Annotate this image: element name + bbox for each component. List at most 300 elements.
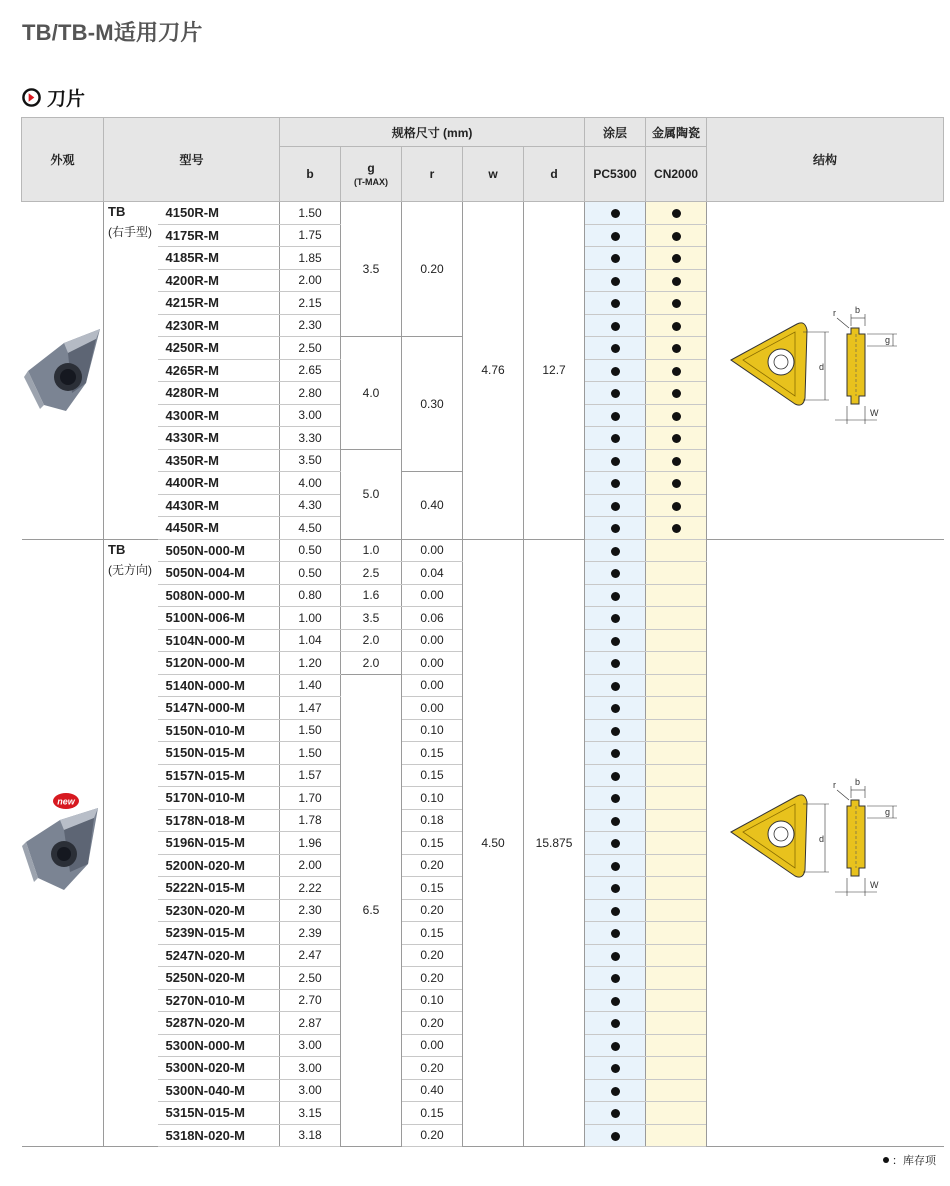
col-w: w: [463, 147, 524, 202]
cn2000-cell: [646, 494, 707, 517]
g-cell: 4.0: [341, 337, 402, 450]
col-g-label: g: [367, 161, 375, 175]
pc5300-cell: [585, 404, 646, 427]
pc5300-cell: [585, 877, 646, 900]
model-cell: 5157N-015-M: [158, 764, 280, 787]
model-cell: 5120N-000-M: [158, 652, 280, 675]
cn2000-cell: [646, 359, 707, 382]
r-cell: 0.04: [402, 562, 463, 585]
pc5300-cell: [585, 742, 646, 765]
stock-dot-icon: [611, 434, 620, 443]
b-cell: 2.50: [280, 967, 341, 990]
stock-dot-icon: [611, 299, 620, 308]
cn2000-cell: [646, 764, 707, 787]
series-sub: (无方向): [108, 562, 152, 577]
r-cell: 0.00: [402, 697, 463, 720]
col-spec: 规格尺寸 (mm): [280, 118, 585, 147]
stock-dot-icon: [611, 1109, 620, 1118]
appearance-cell-tb-n: [22, 539, 104, 1147]
stock-dot-icon: [672, 502, 681, 511]
r-cell: 0.10: [402, 787, 463, 810]
pc5300-cell: [585, 899, 646, 922]
appearance-cell-tb-r: [22, 202, 104, 540]
cn2000-cell: [646, 832, 707, 855]
svg-text:d: d: [819, 834, 825, 845]
cn2000-cell: [646, 877, 707, 900]
b-cell: 3.00: [280, 1057, 341, 1080]
stock-dot-icon: [611, 884, 620, 893]
model-cell: 5239N-015-M: [158, 922, 280, 945]
b-cell: 3.30: [280, 427, 341, 450]
b-cell: 2.30: [280, 314, 341, 337]
g-cell: 3.5: [341, 607, 402, 630]
pc5300-cell: [585, 584, 646, 607]
b-cell: 2.15: [280, 292, 341, 315]
b-cell: 1.00: [280, 607, 341, 630]
series-name: TB: [108, 204, 126, 219]
b-cell: 3.15: [280, 1102, 341, 1125]
stock-dot-icon: [611, 817, 620, 826]
pc5300-cell: [585, 809, 646, 832]
b-cell: 2.47: [280, 944, 341, 967]
stock-dot-icon: [611, 772, 620, 781]
model-cell: 5250N-020-M: [158, 967, 280, 990]
model-cell: 5050N-000-M: [158, 539, 280, 562]
stock-dot-icon: [611, 524, 620, 533]
model-cell: 4330R-M: [158, 427, 280, 450]
model-cell: 5050N-004-M: [158, 562, 280, 585]
model-cell: 5196N-015-M: [158, 832, 280, 855]
pc5300-cell: [585, 1124, 646, 1147]
pc5300-cell: [585, 764, 646, 787]
b-cell: 2.39: [280, 922, 341, 945]
cn2000-cell: [646, 1102, 707, 1125]
model-cell: 4185R-M: [158, 247, 280, 270]
cn2000-cell: [646, 967, 707, 990]
model-cell: 5315N-015-M: [158, 1102, 280, 1125]
pc5300-cell: [585, 629, 646, 652]
b-cell: 3.18: [280, 1124, 341, 1147]
cn2000-cell: [646, 472, 707, 495]
stock-dot-icon: [672, 389, 681, 398]
stock-dot-icon: [672, 277, 681, 286]
model-cell: 4215R-M: [158, 292, 280, 315]
legend-text: ：库存项: [892, 1155, 936, 1167]
model-cell: 5270N-010-M: [158, 989, 280, 1012]
cn2000-cell: [646, 517, 707, 540]
stock-dot-icon: [672, 457, 681, 466]
cn2000-cell: [646, 922, 707, 945]
stock-dot-icon: [672, 479, 681, 488]
cn2000-cell: [646, 247, 707, 270]
pc5300-cell: [585, 922, 646, 945]
b-cell: 1.50: [280, 202, 341, 225]
col-model: 型号: [104, 118, 280, 202]
stock-dot-icon: [672, 299, 681, 308]
stock-dot-icon: [672, 209, 681, 218]
cn2000-cell: [646, 989, 707, 1012]
insert-spec-table: [21, 117, 944, 1147]
section-heading: [22, 84, 85, 111]
model-cell: 5300N-000-M: [158, 1034, 280, 1057]
col-b: b: [280, 147, 341, 202]
insert-structure-diagram-tb-r: [725, 304, 925, 434]
pc5300-cell: [585, 314, 646, 337]
stock-dot-icon: [611, 974, 620, 983]
r-cell: 0.15: [402, 832, 463, 855]
svg-text:g: g: [885, 334, 891, 345]
r-cell: 0.20: [402, 899, 463, 922]
cn2000-cell: [646, 1124, 707, 1147]
cn2000-cell: [646, 787, 707, 810]
b-cell: 3.50: [280, 449, 341, 472]
stock-dot-icon: [611, 479, 620, 488]
b-cell: 1.50: [280, 742, 341, 765]
col-appearance: 外观: [22, 118, 104, 202]
pc5300-cell: [585, 337, 646, 360]
cn2000-cell: [646, 607, 707, 630]
insert-structure-diagram-tb-n: [725, 776, 925, 906]
cn2000-cell: [646, 629, 707, 652]
pc5300-cell: [585, 674, 646, 697]
pc5300-cell: [585, 652, 646, 675]
model-cell: 5140N-000-M: [158, 674, 280, 697]
r-cell: 0.20: [402, 1057, 463, 1080]
circle-arrow-icon: [22, 88, 41, 107]
stock-dot-icon: [672, 367, 681, 376]
stock-dot-icon: [611, 389, 620, 398]
model-cell: 5230N-020-M: [158, 899, 280, 922]
r-cell: 0.40: [402, 472, 463, 540]
model-cell: 5170N-010-M: [158, 787, 280, 810]
model-cell: 4430R-M: [158, 494, 280, 517]
model-cell: 5222N-015-M: [158, 877, 280, 900]
series-cell: [104, 539, 158, 1147]
model-cell: 4250R-M: [158, 337, 280, 360]
g-cell: 2.0: [341, 652, 402, 675]
model-cell: 5100N-006-M: [158, 607, 280, 630]
model-cell: 5150N-010-M: [158, 719, 280, 742]
w-cell: 4.50: [463, 539, 524, 1147]
b-cell: 1.57: [280, 764, 341, 787]
r-cell: 0.00: [402, 629, 463, 652]
r-cell: 0.40: [402, 1079, 463, 1102]
b-cell: 2.00: [280, 854, 341, 877]
cn2000-cell: [646, 854, 707, 877]
b-cell: 2.65: [280, 359, 341, 382]
g-cell: 6.5: [341, 674, 402, 1147]
stock-dot-icon: [611, 907, 620, 916]
section-label: 刀片: [47, 89, 86, 110]
svg-text:new: new: [57, 796, 76, 807]
cn2000-cell: [646, 224, 707, 247]
b-cell: 0.50: [280, 562, 341, 585]
stock-dot-icon: [611, 592, 620, 601]
b-cell: 2.00: [280, 269, 341, 292]
col-coating: 涂层: [585, 118, 646, 147]
model-cell: 4300R-M: [158, 404, 280, 427]
pc5300-cell: [585, 224, 646, 247]
model-cell: 5247N-020-M: [158, 944, 280, 967]
b-cell: 1.70: [280, 787, 341, 810]
model-cell: 4175R-M: [158, 224, 280, 247]
stock-dot-icon: [611, 997, 620, 1006]
pc5300-cell: [585, 989, 646, 1012]
col-g-sub: (T-MAX): [354, 177, 389, 187]
r-cell: 0.15: [402, 1102, 463, 1125]
pc5300-cell: [585, 359, 646, 382]
b-cell: 1.20: [280, 652, 341, 675]
cn2000-cell: [646, 562, 707, 585]
r-cell: 0.15: [402, 764, 463, 787]
svg-text:g: g: [885, 807, 891, 818]
b-cell: 3.00: [280, 1079, 341, 1102]
model-cell: 5147N-000-M: [158, 697, 280, 720]
b-cell: 2.22: [280, 877, 341, 900]
col-d: d: [524, 147, 585, 202]
stock-dot-icon: [611, 1019, 620, 1028]
cn2000-cell: [646, 269, 707, 292]
cn2000-cell: [646, 1079, 707, 1102]
stock-dot-icon: [611, 704, 620, 713]
r-cell: 0.10: [402, 719, 463, 742]
r-cell: 0.00: [402, 1034, 463, 1057]
model-cell: 5080N-000-M: [158, 584, 280, 607]
stock-dot-icon: [611, 1132, 620, 1141]
pc5300-cell: [585, 854, 646, 877]
pc5300-cell: [585, 472, 646, 495]
b-cell: 1.96: [280, 832, 341, 855]
stock-dot-icon: [672, 322, 681, 331]
pc5300-cell: [585, 427, 646, 450]
stock-dot-icon: [672, 344, 681, 353]
stock-dot-icon: [611, 637, 620, 646]
model-cell: 5300N-040-M: [158, 1079, 280, 1102]
pc5300-cell: [585, 539, 646, 562]
pc5300-cell: [585, 944, 646, 967]
r-cell: 0.15: [402, 922, 463, 945]
b-cell: 3.00: [280, 404, 341, 427]
r-cell: 0.20: [402, 854, 463, 877]
table-row: [22, 539, 944, 562]
stock-dot-icon: [611, 322, 620, 331]
model-cell: 4280R-M: [158, 382, 280, 405]
pc5300-cell: [585, 292, 646, 315]
stock-dot-icon: [611, 209, 620, 218]
g-cell: 2.5: [341, 562, 402, 585]
pc5300-cell: [585, 1012, 646, 1035]
d-cell: 12.7: [524, 202, 585, 540]
stock-dot-icon: [611, 929, 620, 938]
svg-text:b: b: [855, 304, 861, 315]
stock-dot-icon: [611, 1064, 620, 1073]
stock-dot-icon: [611, 254, 620, 263]
pc5300-cell: [585, 1102, 646, 1125]
cn2000-cell: [646, 944, 707, 967]
cn2000-cell: [646, 674, 707, 697]
r-cell: 0.20: [402, 202, 463, 337]
b-cell: 1.47: [280, 697, 341, 720]
b-cell: 3.00: [280, 1034, 341, 1057]
r-cell: 0.00: [402, 652, 463, 675]
series-sub: (右手型): [108, 225, 152, 239]
d-cell: 15.875: [524, 539, 585, 1147]
pc5300-cell: [585, 562, 646, 585]
pc5300-cell: [585, 719, 646, 742]
stock-dot-icon: [611, 839, 620, 848]
pc5300-cell: [585, 494, 646, 517]
stock-dot-icon: [611, 794, 620, 803]
col-ceramic: 金属陶瓷: [646, 118, 707, 147]
series-cell: [104, 202, 158, 540]
model-cell: 5150N-015-M: [158, 742, 280, 765]
stock-dot-icon: [611, 614, 620, 623]
stock-dot-icon: [611, 749, 620, 758]
model-cell: 4200R-M: [158, 269, 280, 292]
pc5300-cell: [585, 1057, 646, 1080]
insert-photo-tb-n-icon: [22, 786, 102, 896]
stock-dot-icon: [611, 277, 620, 286]
structure-cell-tb-r: [707, 202, 944, 540]
r-cell: 0.20: [402, 1124, 463, 1147]
cn2000-cell: [646, 584, 707, 607]
stock-dot-icon: [611, 547, 620, 556]
stock-dot-icon: [611, 412, 620, 421]
cn2000-cell: [646, 202, 707, 225]
pc5300-cell: [585, 1079, 646, 1102]
cn2000-cell: [646, 337, 707, 360]
b-cell: 0.50: [280, 539, 341, 562]
pc5300-cell: [585, 247, 646, 270]
pc5300-cell: [585, 1034, 646, 1057]
model-cell: 4265R-M: [158, 359, 280, 382]
b-cell: 4.00: [280, 472, 341, 495]
pc5300-cell: [585, 607, 646, 630]
svg-text:d: d: [819, 361, 825, 372]
series-name: TB: [108, 541, 126, 557]
b-cell: 1.75: [280, 224, 341, 247]
r-cell: 0.20: [402, 944, 463, 967]
svg-text:b: b: [855, 777, 861, 788]
stock-dot-icon: [672, 254, 681, 263]
stock-dot-icon: [672, 524, 681, 533]
cn2000-cell: [646, 697, 707, 720]
new-badge-icon: [53, 793, 79, 809]
col-r: r: [402, 147, 463, 202]
pc5300-cell: [585, 449, 646, 472]
g-cell: 2.0: [341, 629, 402, 652]
col-g: [341, 147, 402, 202]
pc5300-cell: [585, 787, 646, 810]
r-cell: 0.18: [402, 809, 463, 832]
stock-dot-icon: [611, 344, 620, 353]
stock-dot-icon: [611, 367, 620, 376]
stock-dot-icon: [611, 232, 620, 241]
cn2000-cell: [646, 427, 707, 450]
b-cell: 1.50: [280, 719, 341, 742]
pc5300-cell: [585, 269, 646, 292]
cn2000-cell: [646, 404, 707, 427]
model-cell: 4450R-M: [158, 517, 280, 540]
pc5300-cell: [585, 967, 646, 990]
col-cn2000: CN2000: [646, 147, 707, 202]
svg-text:r: r: [833, 780, 837, 791]
r-cell: 0.20: [402, 967, 463, 990]
stock-dot-icon: [611, 569, 620, 578]
stock-dot-icon: [883, 1157, 889, 1163]
stock-dot-icon: [611, 952, 620, 961]
cn2000-cell: [646, 449, 707, 472]
g-cell: 5.0: [341, 449, 402, 539]
svg-text:W: W: [870, 407, 879, 418]
model-cell: 4230R-M: [158, 314, 280, 337]
col-structure: 结构: [707, 118, 944, 202]
model-cell: 4400R-M: [158, 472, 280, 495]
svg-text:W: W: [870, 880, 879, 891]
stock-dot-icon: [611, 659, 620, 668]
structure-cell-tb-n: [707, 539, 944, 1147]
b-cell: 2.87: [280, 1012, 341, 1035]
stock-dot-icon: [672, 412, 681, 421]
cn2000-cell: [646, 809, 707, 832]
stock-dot-icon: [611, 1087, 620, 1096]
stock-dot-icon: [672, 434, 681, 443]
model-cell: 4150R-M: [158, 202, 280, 225]
r-cell: 0.30: [402, 337, 463, 472]
model-cell: 5200N-020-M: [158, 854, 280, 877]
cn2000-cell: [646, 539, 707, 562]
stock-dot-icon: [672, 232, 681, 241]
b-cell: 1.04: [280, 629, 341, 652]
svg-text:r: r: [833, 307, 837, 318]
b-cell: 4.30: [280, 494, 341, 517]
r-cell: 0.10: [402, 989, 463, 1012]
b-cell: 2.30: [280, 899, 341, 922]
col-pc5300: PC5300: [585, 147, 646, 202]
pc5300-cell: [585, 202, 646, 225]
stock-dot-icon: [611, 862, 620, 871]
model-cell: 5300N-020-M: [158, 1057, 280, 1080]
pc5300-cell: [585, 382, 646, 405]
b-cell: 4.50: [280, 517, 341, 540]
page-title: TB/TB-M适用刀片: [22, 20, 203, 45]
pc5300-cell: [585, 517, 646, 540]
r-cell: 0.00: [402, 674, 463, 697]
cn2000-cell: [646, 652, 707, 675]
stock-dot-icon: [611, 457, 620, 466]
b-cell: 2.50: [280, 337, 341, 360]
cn2000-cell: [646, 382, 707, 405]
legend: [883, 1152, 936, 1168]
stock-dot-icon: [611, 682, 620, 691]
cn2000-cell: [646, 719, 707, 742]
cn2000-cell: [646, 742, 707, 765]
r-cell: 0.00: [402, 584, 463, 607]
cn2000-cell: [646, 1012, 707, 1035]
r-cell: 0.15: [402, 742, 463, 765]
model-cell: 4350R-M: [158, 449, 280, 472]
r-cell: 0.06: [402, 607, 463, 630]
b-cell: 2.80: [280, 382, 341, 405]
g-cell: 3.5: [341, 202, 402, 337]
stock-dot-icon: [611, 1042, 620, 1051]
b-cell: 0.80: [280, 584, 341, 607]
pc5300-cell: [585, 697, 646, 720]
b-cell: 1.40: [280, 674, 341, 697]
model-cell: 5287N-020-M: [158, 1012, 280, 1035]
b-cell: 2.70: [280, 989, 341, 1012]
r-cell: 0.15: [402, 877, 463, 900]
